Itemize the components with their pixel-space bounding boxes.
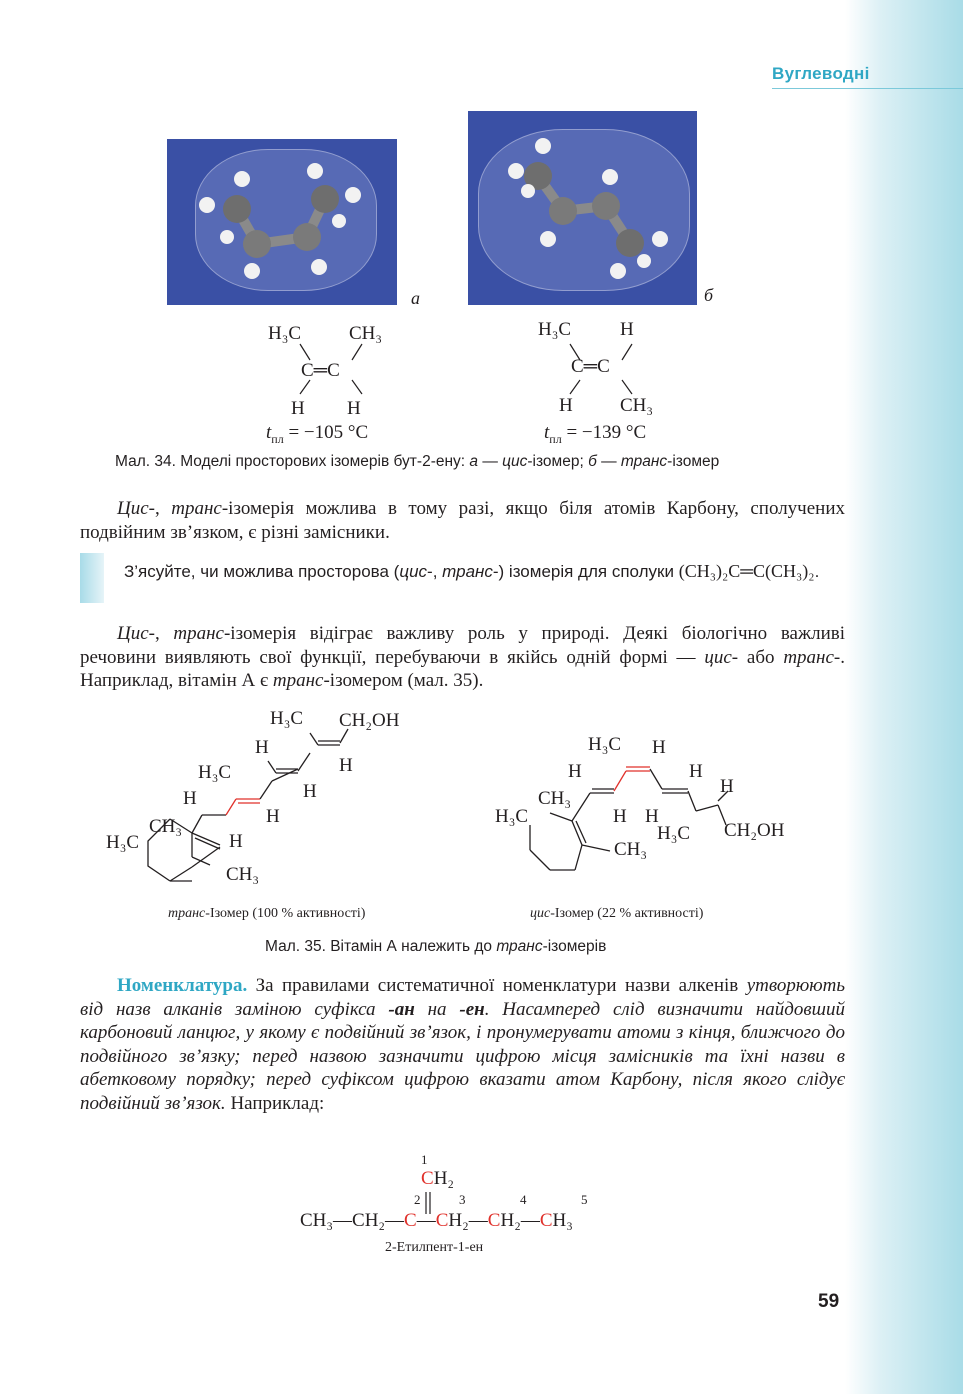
figure-35-caption: Мал. 35. Вітамін А належить до транс-ізомерів	[265, 938, 607, 955]
figure-letter-b: б	[704, 285, 714, 305]
paragraph-biological-role: Цис-, транс-ізомерія відіграє важливу роль у природі. Деякі біологічно важливі речовини виявляють свої функції, перебуваючи в якійсь одній формі — цис- або транс-. Наприклад, вітамін А є транс-ізомером (мал. 35).	[80, 623, 846, 691]
figure-letter-a: а	[411, 288, 420, 308]
section-title: Вуглеводні	[772, 64, 870, 83]
locant-5: 5	[581, 1192, 588, 1207]
cis-label-h3: H	[645, 806, 659, 827]
header-rule	[772, 88, 963, 89]
cis-melting-point: $t_{пл} = -105$ °C	[266, 422, 369, 446]
trans-center: C═C	[571, 356, 610, 377]
trans-label-h4: H	[183, 788, 197, 809]
trans-label-h5: H	[266, 806, 280, 827]
cis-label-h4: H	[689, 761, 703, 782]
cis-label-ch3-bottom: CH₃	[614, 839, 648, 860]
trans-molecule-photo	[468, 111, 697, 305]
trans-label-ch3-bottom: CH₃	[226, 864, 260, 885]
trans-label-ch3-ring: CH₃	[149, 816, 183, 837]
cis-label-ch3-ring: CH₃	[538, 788, 572, 809]
cis-bottom-right: H	[347, 398, 361, 419]
cis-label-h2: H	[613, 806, 627, 827]
locant-4: 4	[520, 1192, 527, 1207]
page-edge-gradient	[845, 0, 963, 1394]
paragraph-cis-trans-condition: Цис-, транс-ізомерія можлива в тому разі, якщо біля атомів Карбону, сполучених подвійним зв’язком, є різні замісники.	[80, 498, 846, 543]
cis-label-h-top: H	[652, 737, 666, 758]
trans-isomer-label: транс-Ізомер (100 % активності)	[168, 906, 366, 921]
trans-label-h3c-top: H₃C	[270, 708, 304, 729]
paragraph-nomenclature: Номенклатура. За правилами систематичної номенклатури назви алкенів утворюють від назв алканів заміною суфікса -ан на -ен. Насамперед слід визначити найдовший карбоновий ланцюг, у якому є подвійний зв’язок, і пронумерувати атоми з кінця, ближчого до подвійного зв’язку; перед назвою зазначити цифрою місця замісників та їхні назви в абетковому порядку; перед суфіксом цифрою вказати атом Карбону, після якого слідує подвійний зв’язок. Наприклад:	[80, 975, 845, 1114]
example-chain: CH₃—CH₂—C—CH₂—CH₂—CH₃	[300, 1210, 573, 1231]
task-marker	[80, 553, 104, 603]
locant-3: 3	[459, 1192, 466, 1207]
cis-molecule-photo	[167, 139, 397, 305]
cis-label-h3c-top: H₃C	[588, 734, 622, 755]
figure-34-caption: Мал. 34. Моделі просторових ізомерів бут-2-ену: а — цис-ізомер; б — транс-ізомер	[115, 453, 720, 470]
locant-2: 2	[414, 1192, 421, 1207]
trans-label-h2: H	[339, 755, 353, 776]
cis-isomer-label: цис-Ізомер (22 % активності)	[530, 906, 704, 921]
cis-label-h1: H	[568, 761, 582, 782]
trans-bottom-left: H	[559, 395, 573, 416]
nomenclature-term: Номенклатура.	[117, 975, 248, 996]
trans-label-h3c-ring: H₃C	[106, 832, 140, 853]
trans-label-h3: H	[303, 781, 317, 802]
trans-label-h3c-mid: H₃C	[198, 762, 232, 783]
example-top-group: CH₂	[421, 1168, 455, 1189]
cis-top-left: H₃C	[268, 323, 302, 344]
cis-label-h5: H	[720, 776, 734, 797]
trans-melting-point: $t_{пл} = -139$ °C	[544, 422, 647, 446]
trans-top-left: H₃C	[538, 319, 572, 340]
cis-bottom-left: H	[291, 398, 305, 419]
cis-center: C═C	[301, 360, 340, 381]
trans-top-right: H	[620, 319, 634, 340]
cis-label-ch2oh: CH₂OH	[724, 820, 785, 841]
trans-label-ch2oh: CH₂OH	[339, 710, 400, 731]
cis-label-h3c-mid: H₃C	[657, 823, 691, 844]
locant-1: 1	[421, 1152, 428, 1167]
cis-label-h3c-ring: H₃C	[495, 806, 529, 827]
example-name: 2-Етилпент-1-ен	[385, 1240, 484, 1255]
task-question: З’ясуйте, чи можлива просторова (цис-, транс-) ізомерія для сполуки (CH₃)₂C═C(CH₃)₂.	[124, 561, 820, 581]
page-number: 59	[818, 1291, 840, 1312]
trans-label-h6: H	[229, 831, 243, 852]
trans-bottom-right: CH₃	[620, 395, 654, 416]
cis-top-right: CH₃	[349, 323, 383, 344]
trans-label-h1: H	[255, 737, 269, 758]
